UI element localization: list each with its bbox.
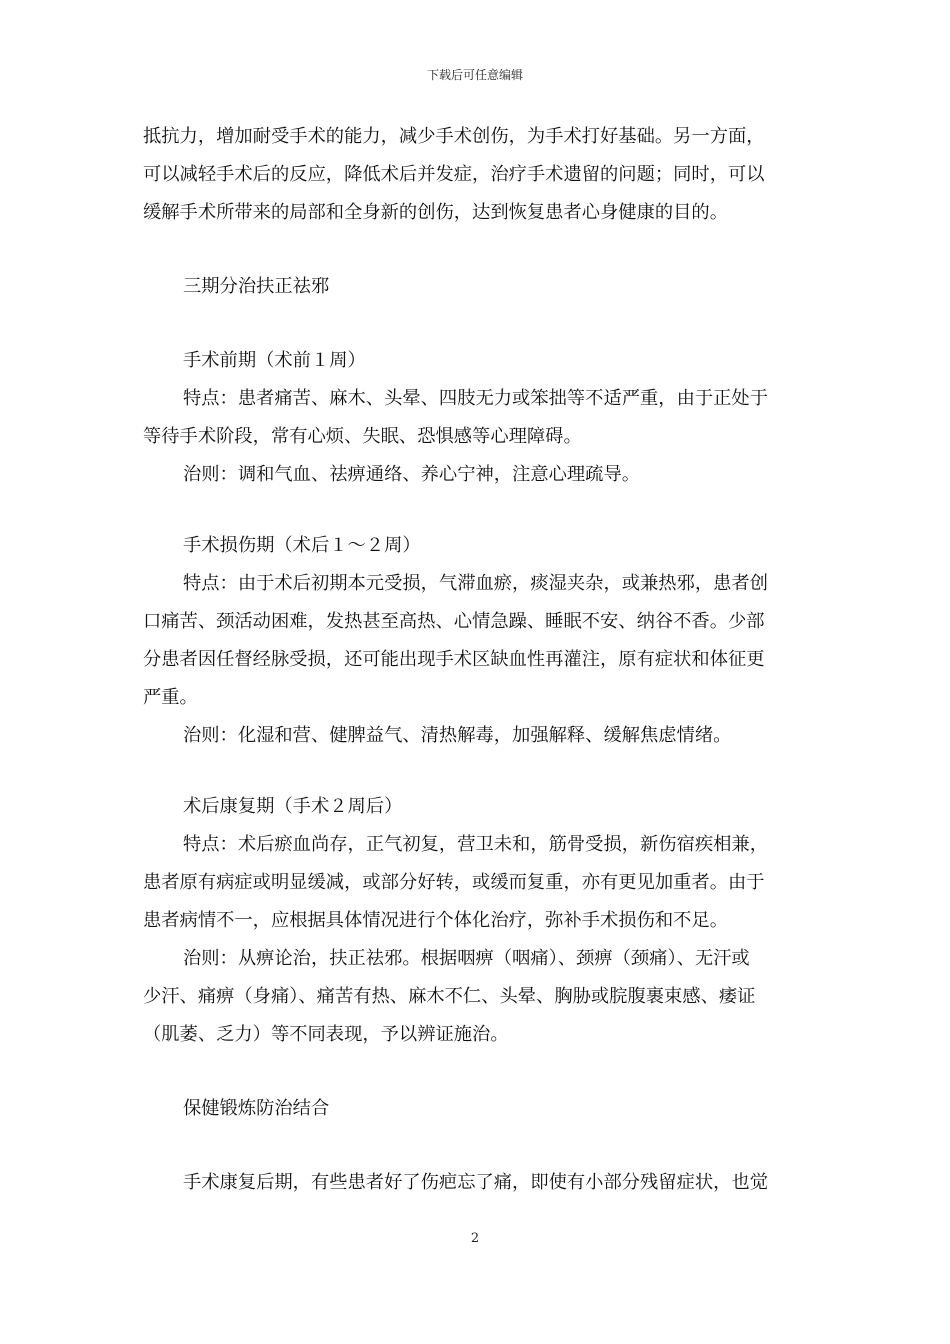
- paragraph: [143, 380, 809, 456]
- text-line: 患者原有病症或明显缓减，或部分好转，或缓而复重，亦有更见加重者。由于: [143, 872, 765, 893]
- text-line: 治则：从痹论治，扶正祛邪。根据咽痹（咽痛）、颈痹（颈痛）、无汗或: [183, 948, 750, 969]
- text-line: （肌萎、乏力）等不同表现，予以辨证施治。: [143, 1024, 509, 1045]
- section-heading: 三期分治扶正祛邪: [183, 276, 330, 297]
- paragraph: [143, 940, 809, 1054]
- text-line: 特点：由于术后初期本元受损，气滞血瘀，痰湿夹杂，或兼热邪，患者创: [183, 573, 768, 594]
- text-line: 等待手术阶段，常有心烦、失眠、恐惧感等心理障碍。: [143, 426, 582, 447]
- paragraph: [143, 826, 809, 940]
- text-line: 少汗、痛痹（身痛）、痛苦有热、麻木不仁、头晕、胸胁或脘腹裹束感、痿证: [143, 986, 756, 1007]
- text-line: 抵抗力，增加耐受手术的能力，减少手术创伤，为手术打好基础。另一方面，: [143, 126, 765, 147]
- text-line: 严重。: [143, 687, 198, 708]
- text-line: 口痛苦、颈活动困难，发热甚至高热、心情急躁、睡眠不安、纳谷不香。少部: [143, 611, 765, 632]
- document-body: [143, 118, 809, 1202]
- paragraph: [143, 565, 809, 717]
- subsection-heading: 术后康复期（手术２周后）: [183, 796, 403, 817]
- section-heading: 保健锻炼防治结合: [183, 1098, 330, 1119]
- text-line: 特点：术后瘀血尚存，正气初复，营卫未和，筋骨受损，新伤宿疾相兼，: [183, 834, 768, 855]
- paragraph: [143, 118, 809, 232]
- page-header: 下载后可任意编辑: [426, 68, 523, 82]
- paragraph: 治则：化湿和营、健脾益气、清热解毒，加强解释、缓解焦虑情绪。: [183, 725, 732, 746]
- subsection-heading: 手术前期（术前１周）: [183, 350, 366, 371]
- subsection-heading: 手术损伤期（术后１～２周）: [183, 535, 421, 556]
- text-line: 患者病情不一，应根据具体情况进行个体化治疗，弥补手术损伤和不足。: [143, 910, 728, 931]
- text-line: 分患者因任督经脉受损，还可能出现手术区缺血性再灌注，原有症状和体征更: [143, 649, 765, 670]
- page-number: 2: [470, 1231, 480, 1246]
- paragraph: 治则：调和气血、祛痹通络、养心宁神，注意心理疏导。: [183, 464, 641, 485]
- text-line: 特点：患者痛苦、麻木、头晕、四肢无力或笨拙等不适严重，由于正处于: [183, 388, 768, 409]
- paragraph: 手术康复后期，有些患者好了伤疤忘了痛，即使有小部分残留症状，也觉: [183, 1172, 768, 1193]
- text-line: 可以减轻手术后的反应，降低术后并发症，治疗手术遗留的问题；同时，可以: [143, 164, 765, 185]
- text-line: 缓解手术所带来的局部和全身新的创伤，达到恢复患者心身健康的目的。: [143, 202, 728, 223]
